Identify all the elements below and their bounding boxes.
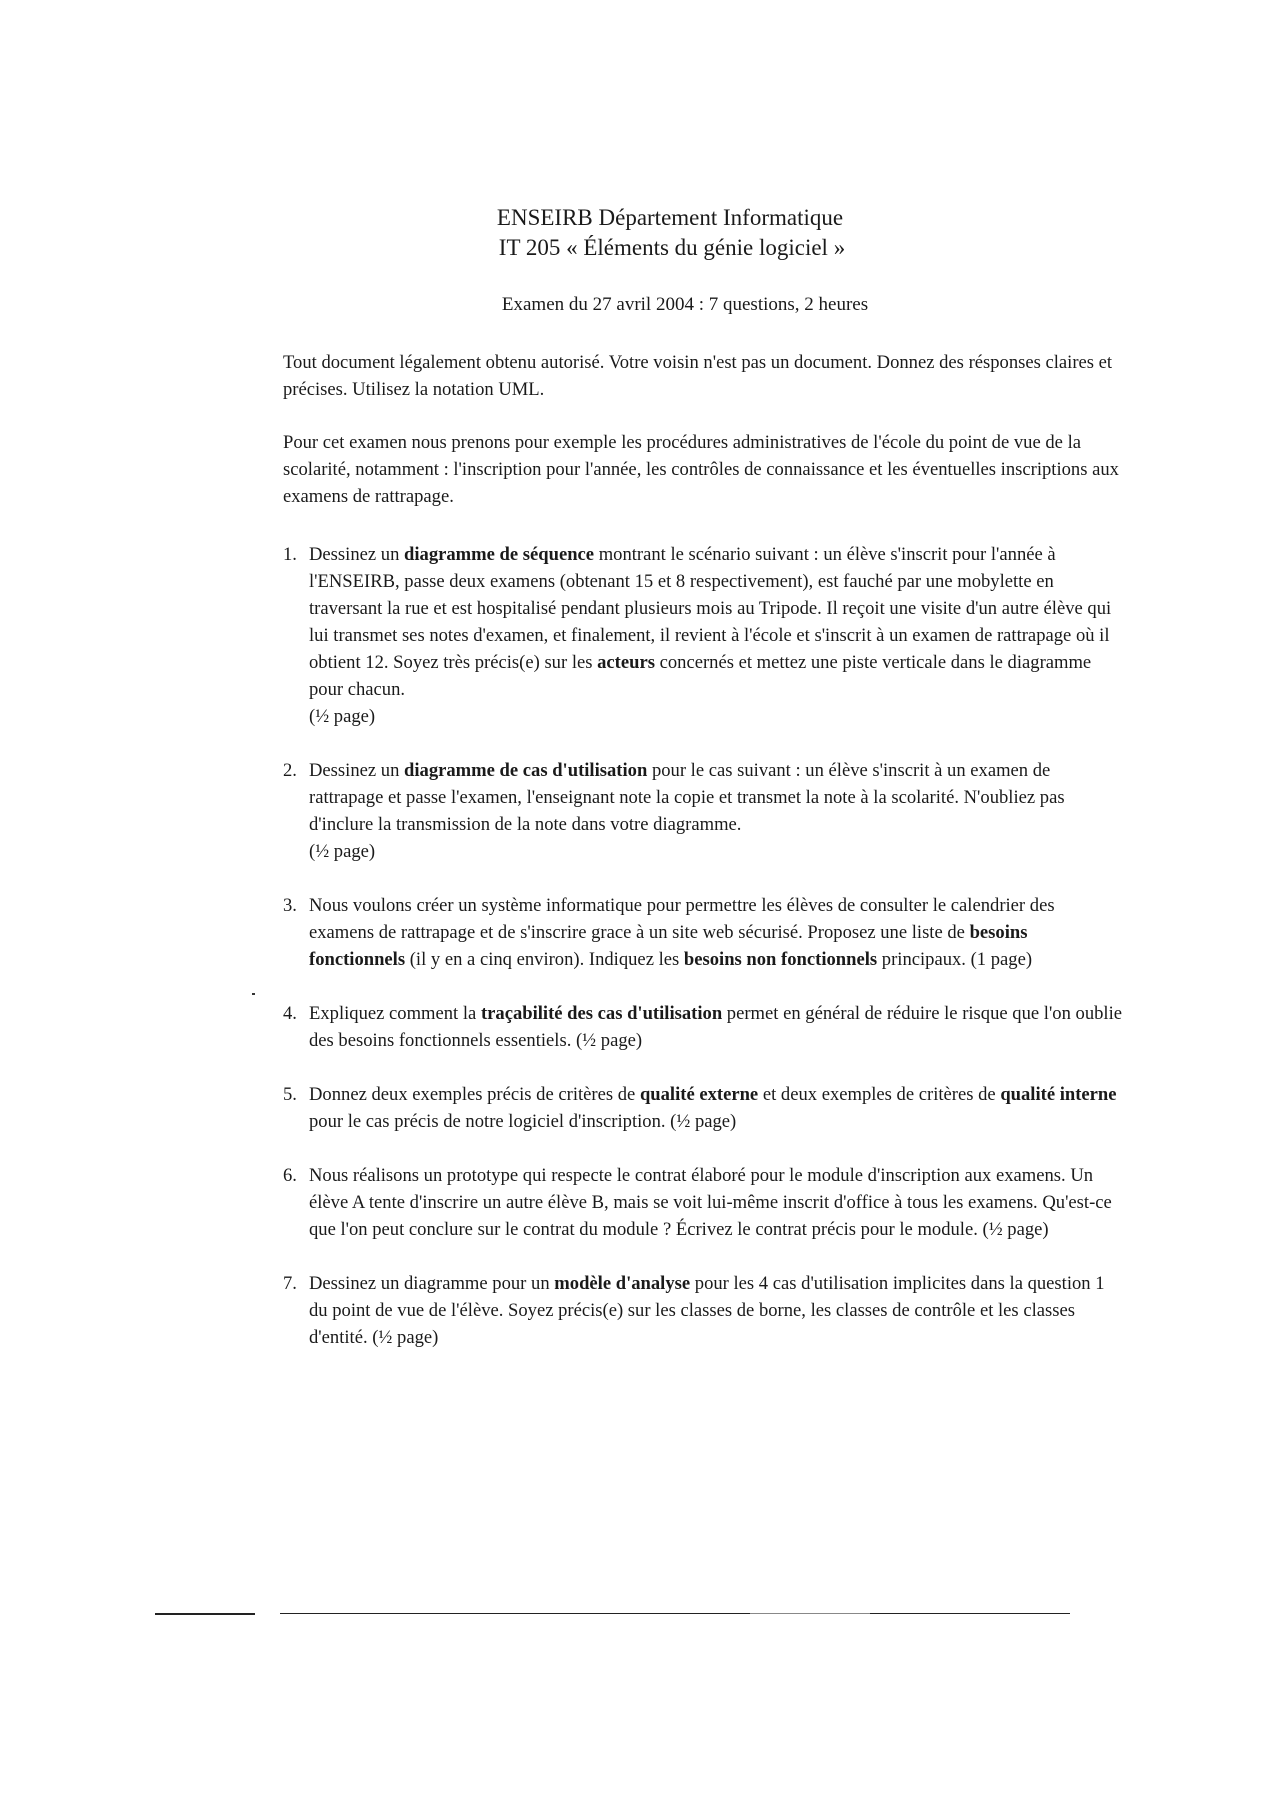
page-length-note: (½ page) [309, 706, 376, 727]
question-text [309, 1003, 1122, 1051]
question-text-run: Nous voulons créer un système informatique pour permettre les élèves de consulter le calendrier des examens de rattrapage et de s'inscrire grace à un site web sécurisé. Proposez une liste de [309, 895, 1055, 943]
question-keyword: besoins fonctionnels [309, 922, 1028, 970]
question-item [283, 1270, 1123, 1351]
header-course: IT 205 « Éléments du génie logiciel » [498, 235, 846, 260]
question-keyword: traçabilité des cas d'utilisation [480, 1003, 723, 1024]
header-department: ENSEIRB Département Informatique [496, 205, 844, 230]
question-text-run: Nous réalisons un prototype qui respecte le contrat élaboré pour le module d'inscription aux examens. Un élève A tente d'inscrire un autre élève B, mais se voit lui-même inscrit d'office à tous les examens. Qu'est-ce que l'on peut conclure sur le contrat du module ? Écrivez le contrat précis pour le module. (½ page) [309, 1165, 1112, 1240]
question-number: 1. [283, 544, 297, 565]
question-keyword: qualité externe [639, 1084, 759, 1105]
question-text-run: principaux. (1 page) [877, 949, 1033, 970]
question-text-run: pour le cas suivant : un élève s'inscrit à un examen de rattrapage et passe l'examen, l'enseignant note la copie et transmet la note à la scolarité. N'oubliez pas d'inclure la transmission de la note dans votre diagramme. [309, 760, 1065, 835]
margin-mark [252, 993, 255, 995]
question-text [309, 1165, 1112, 1240]
question-text [309, 544, 1111, 700]
question-text-run: pour le cas précis de notre logiciel d'inscription. (½ page) [309, 1111, 737, 1132]
question-item [283, 1162, 1123, 1243]
question-item [283, 892, 1123, 973]
question-number: 3. [283, 895, 297, 916]
footer-rule [280, 1613, 750, 1614]
question-number: 5. [283, 1084, 297, 1105]
question-text [309, 1273, 1105, 1348]
question-text-run: permet en général de réduire le risque que l'on oublie des besoins fonctionnels essentiels. (½ page) [309, 1003, 1123, 1051]
question-item [283, 1000, 1123, 1054]
question-text-run: (il y en a cinq environ). Indiquez les [405, 949, 684, 970]
question-item [283, 1081, 1123, 1135]
question-number: 6. [283, 1165, 297, 1186]
question-text-run: montrant le scénario suivant : un élève s'inscrit pour l'année à l'ENSEIRB, passe deux examens (obtenant 15 et 8 respectivement), est fauché par une mobylette en traversant la rue et est hospitalisé pendant plusieurs mois au Tripode. Il reçoit une visite d'un autre élève qui lui transmet ses notes d'examen, et finalement, il revient à l'école et s'inscrit à un examen de rattrapage où il obtient 12. Soyez très précis(e) sur les [309, 544, 1112, 673]
question-text-run: concernés et mettez une piste verticale dans le diagramme pour chacun. [309, 652, 1092, 700]
question-number: 7. [283, 1273, 297, 1294]
question-text-run: Dessinez un [309, 544, 405, 565]
footer-rule [870, 1613, 1070, 1614]
document-header [0, 203, 1280, 263]
question-number: 2. [283, 760, 297, 781]
question-keyword: qualité interne [1000, 1084, 1117, 1105]
question-text-run: Expliquez comment la [309, 1003, 481, 1024]
question-keyword: diagramme de séquence [404, 544, 595, 565]
footer-rule [750, 1613, 870, 1614]
question-text-run: et deux exemples de critères de [758, 1084, 1001, 1105]
footer-rule [155, 1613, 255, 1615]
question-text [309, 1084, 1117, 1132]
question-keyword: modèle d'analyse [554, 1273, 691, 1294]
question-number: 4. [283, 1003, 297, 1024]
question-item [283, 757, 1123, 865]
question-keyword: besoins non fonctionnels [683, 949, 878, 970]
question-text [309, 895, 1055, 970]
intro-rules: Tout document légalement obtenu autorisé. Votre voisin n'est pas un document. Donnez des résponses claires et précises. Utilisez la notation UML. [283, 352, 1113, 400]
question-keyword: acteurs [597, 652, 655, 673]
question-text-run: Dessinez un [309, 760, 405, 781]
page-length-note: (½ page) [309, 841, 376, 862]
question-text-run: Dessinez un diagramme pour un [309, 1273, 555, 1294]
question-text-run: pour les 4 cas d'utilisation implicites dans la question 1 du point de vue de l'élève. Soyez précis(e) sur les classes de borne, les classes de contrôle et les classes d'entité. (½ page) [309, 1273, 1105, 1348]
question-text [309, 760, 1065, 835]
exam-info: Examen du 27 avril 2004 : 7 questions, 2 heures [501, 294, 869, 315]
question-text-run: Donnez deux exemples précis de critères de [309, 1084, 640, 1105]
question-list [283, 541, 1123, 1378]
question-keyword: diagramme de cas d'utilisation [404, 760, 648, 781]
intro-context: Pour cet examen nous prenons pour exemple les procédures administratives de l'école du point de vue de la scolarité, notamment : l'inscription pour l'année, les contrôles de connaissance et les éventuelles inscriptions aux examens de rattrapage. [283, 432, 1119, 507]
question-item [283, 541, 1123, 730]
